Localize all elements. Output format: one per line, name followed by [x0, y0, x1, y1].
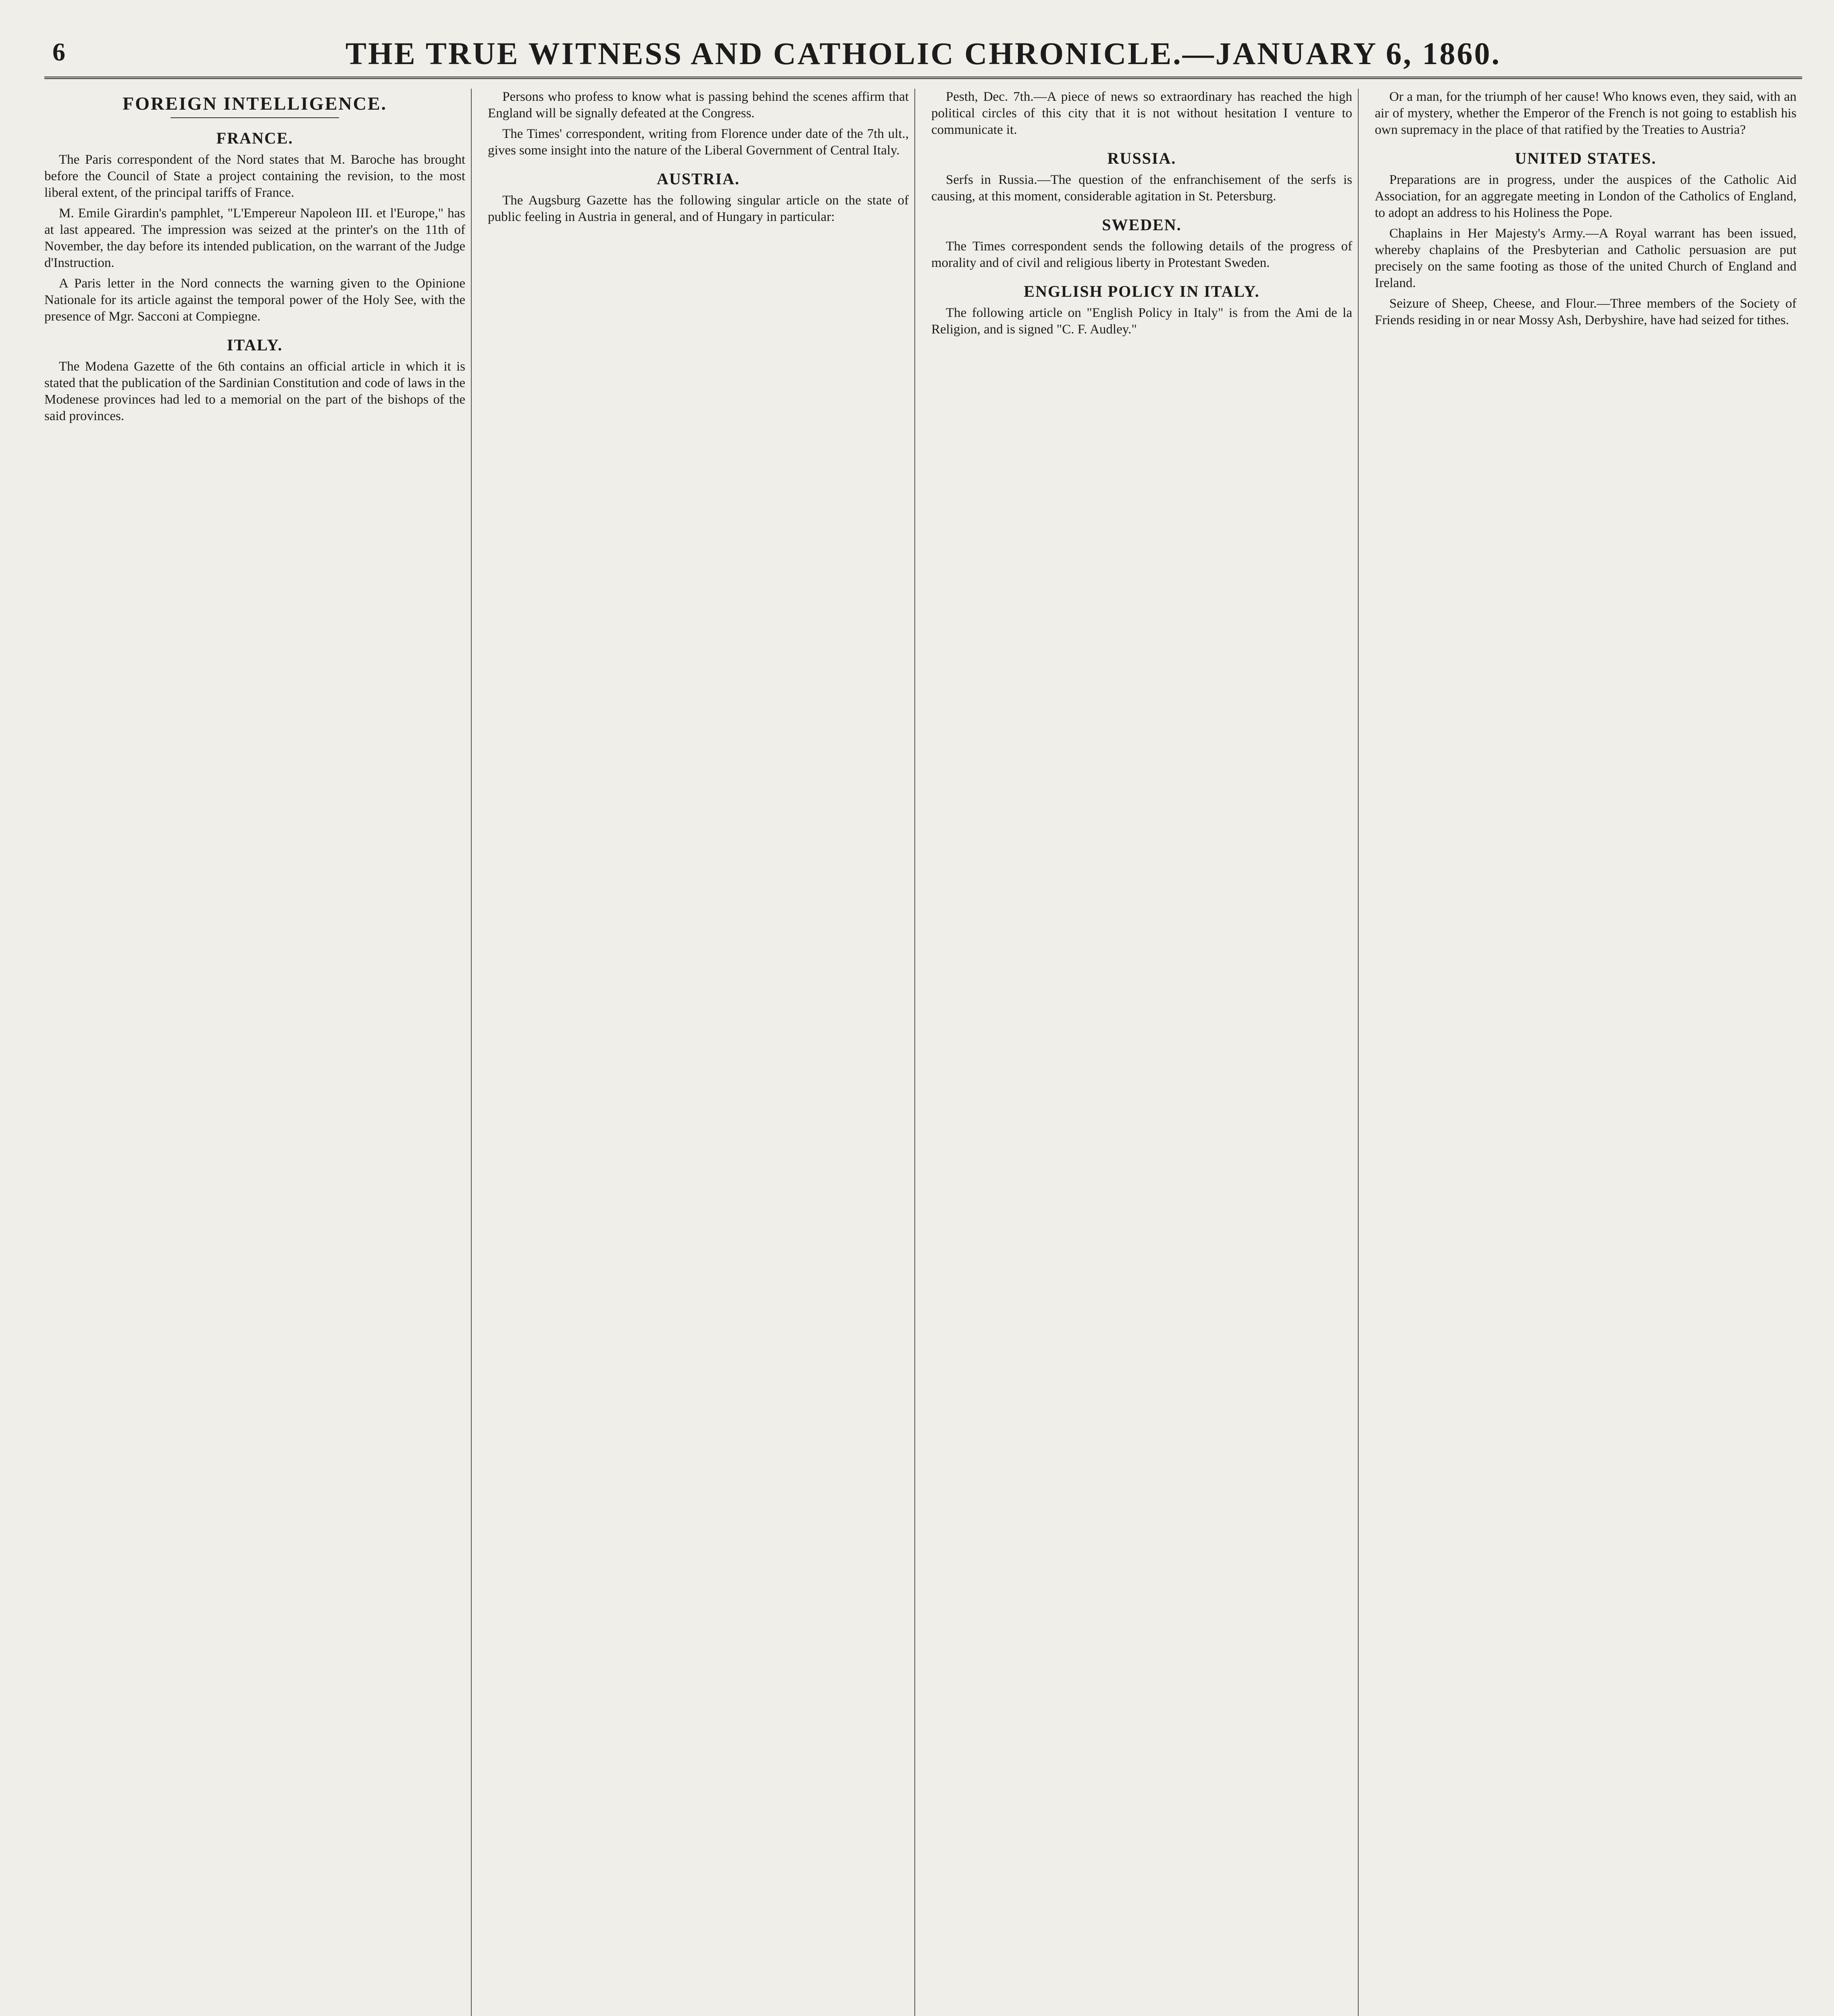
masthead-title: THE TRUE WITNESS AND CATHOLIC CHRONICLE.—JANUARY 6, 1860. [345, 36, 1501, 71]
section-title-russia: RUSSIA. [1107, 149, 1176, 167]
column-4 [1375, 89, 1802, 2016]
article-paragraph: The following article on "English Policy in Italy" is from the Ami de la Religion, and is signed "C. F. Audley." [931, 306, 1352, 337]
section-title-foreign-intelligence: FOREIGN INTELLIGENCE. [122, 93, 387, 114]
divider [171, 117, 339, 118]
article-paragraph: Seizure of Sheep, Cheese, and Flour.—Three members of the Society of Friends residing in or near Mossy Ash, Derbyshire, have had seized for tithes. [1375, 296, 1797, 327]
section-title-english-policy: ENGLISH POLICY IN ITALY. [1024, 282, 1260, 300]
article-paragraph: Preparations are in progress, under the auspices of the Catholic Aid Association, for an aggregate meeting in London of the Catholics of England, to adopt an address to his Holiness the Pope. [1375, 173, 1797, 220]
article-paragraph: Chaplains in Her Majesty's Army.—A Royal warrant has been issued, whereby chaplains of the Presbyterian and Catholic persuasion are put precisely on the same footing as those of the united Church of England and Ireland. [1375, 226, 1797, 290]
article-paragraph: Persons who profess to know what is passing behind the scenes affirm that England will be signally defeated at the Congress. [488, 90, 909, 121]
article-paragraph: The Paris correspondent of the Nord states that M. Baroche has brought before the Council of State a project containing the revision, to the most liberal extent, of the principal tariffs of France. [44, 152, 465, 200]
section-title-sweden: SWEDEN. [1102, 216, 1182, 234]
column-3 [931, 89, 1359, 2016]
article-paragraph: M. Emile Girardin's pamphlet, "L'Empereur Napoleon III. et l'Europe," has at last appeared. The impression was seized at the printer's on the 11th of November, the day before its intended publication, on the warrant of the Judge d'Instruction. [44, 206, 465, 270]
column-2 [488, 89, 915, 2016]
newspaper-page [44, 28, 1802, 2016]
article-paragraph: Or a man, for the triumph of her cause! Who knows even, they said, with an air of mystery, whether the Emperor of the French is not going to establish his own supremacy in the place of that ratified by the Treaties to Austria? [1375, 90, 1797, 137]
article-paragraph: Pesth, Dec. 7th.—A piece of news so extraordinary has reached the high political circles of this city that it is not without hesitation I venture to communicate it. [931, 90, 1352, 137]
section-title-united-states: UNITED STATES. [1515, 149, 1657, 167]
section-title-austria: AUSTRIA. [656, 170, 740, 188]
column-1 [44, 89, 472, 2016]
section-title-france: FRANCE. [216, 129, 294, 147]
article-paragraph: The Times correspondent sends the following details of the progress of morality and of civil and religious liberty in Protestant Sweden. [931, 239, 1352, 270]
article-paragraph: Serfs in Russia.—The question of the enfranchisement of the serfs is causing, at this moment, considerable agitation in St. Petersburg. [931, 173, 1352, 204]
article-paragraph: The Modena Gazette of the 6th contains an official article in which it is stated that the publication of the Sardinian Constitution and code of laws in the Modenese provinces had led to a memorial on the part of the bishops of the said provinces. [44, 359, 465, 423]
article-paragraph: The Times' correspondent, writing from Florence under date of the 7th ult., gives some insight into the nature of the Liberal Government of Central Italy. [488, 127, 909, 158]
article-paragraph: The Augsburg Gazette has the following singular article on the state of public feeling in Austria in general, and of Hungary in particular: [488, 193, 909, 224]
section-title-italy: ITALY. [227, 336, 283, 354]
article-paragraph: A Paris letter in the Nord connects the warning given to the Opinione Nationale for its article against the temporal power of the Holy See, with the presence of Mgr. Sacconi at Compiegne. [44, 276, 465, 324]
page-header [44, 28, 1802, 79]
page-number: 6 [52, 37, 65, 66]
article-columns [44, 89, 1802, 2016]
